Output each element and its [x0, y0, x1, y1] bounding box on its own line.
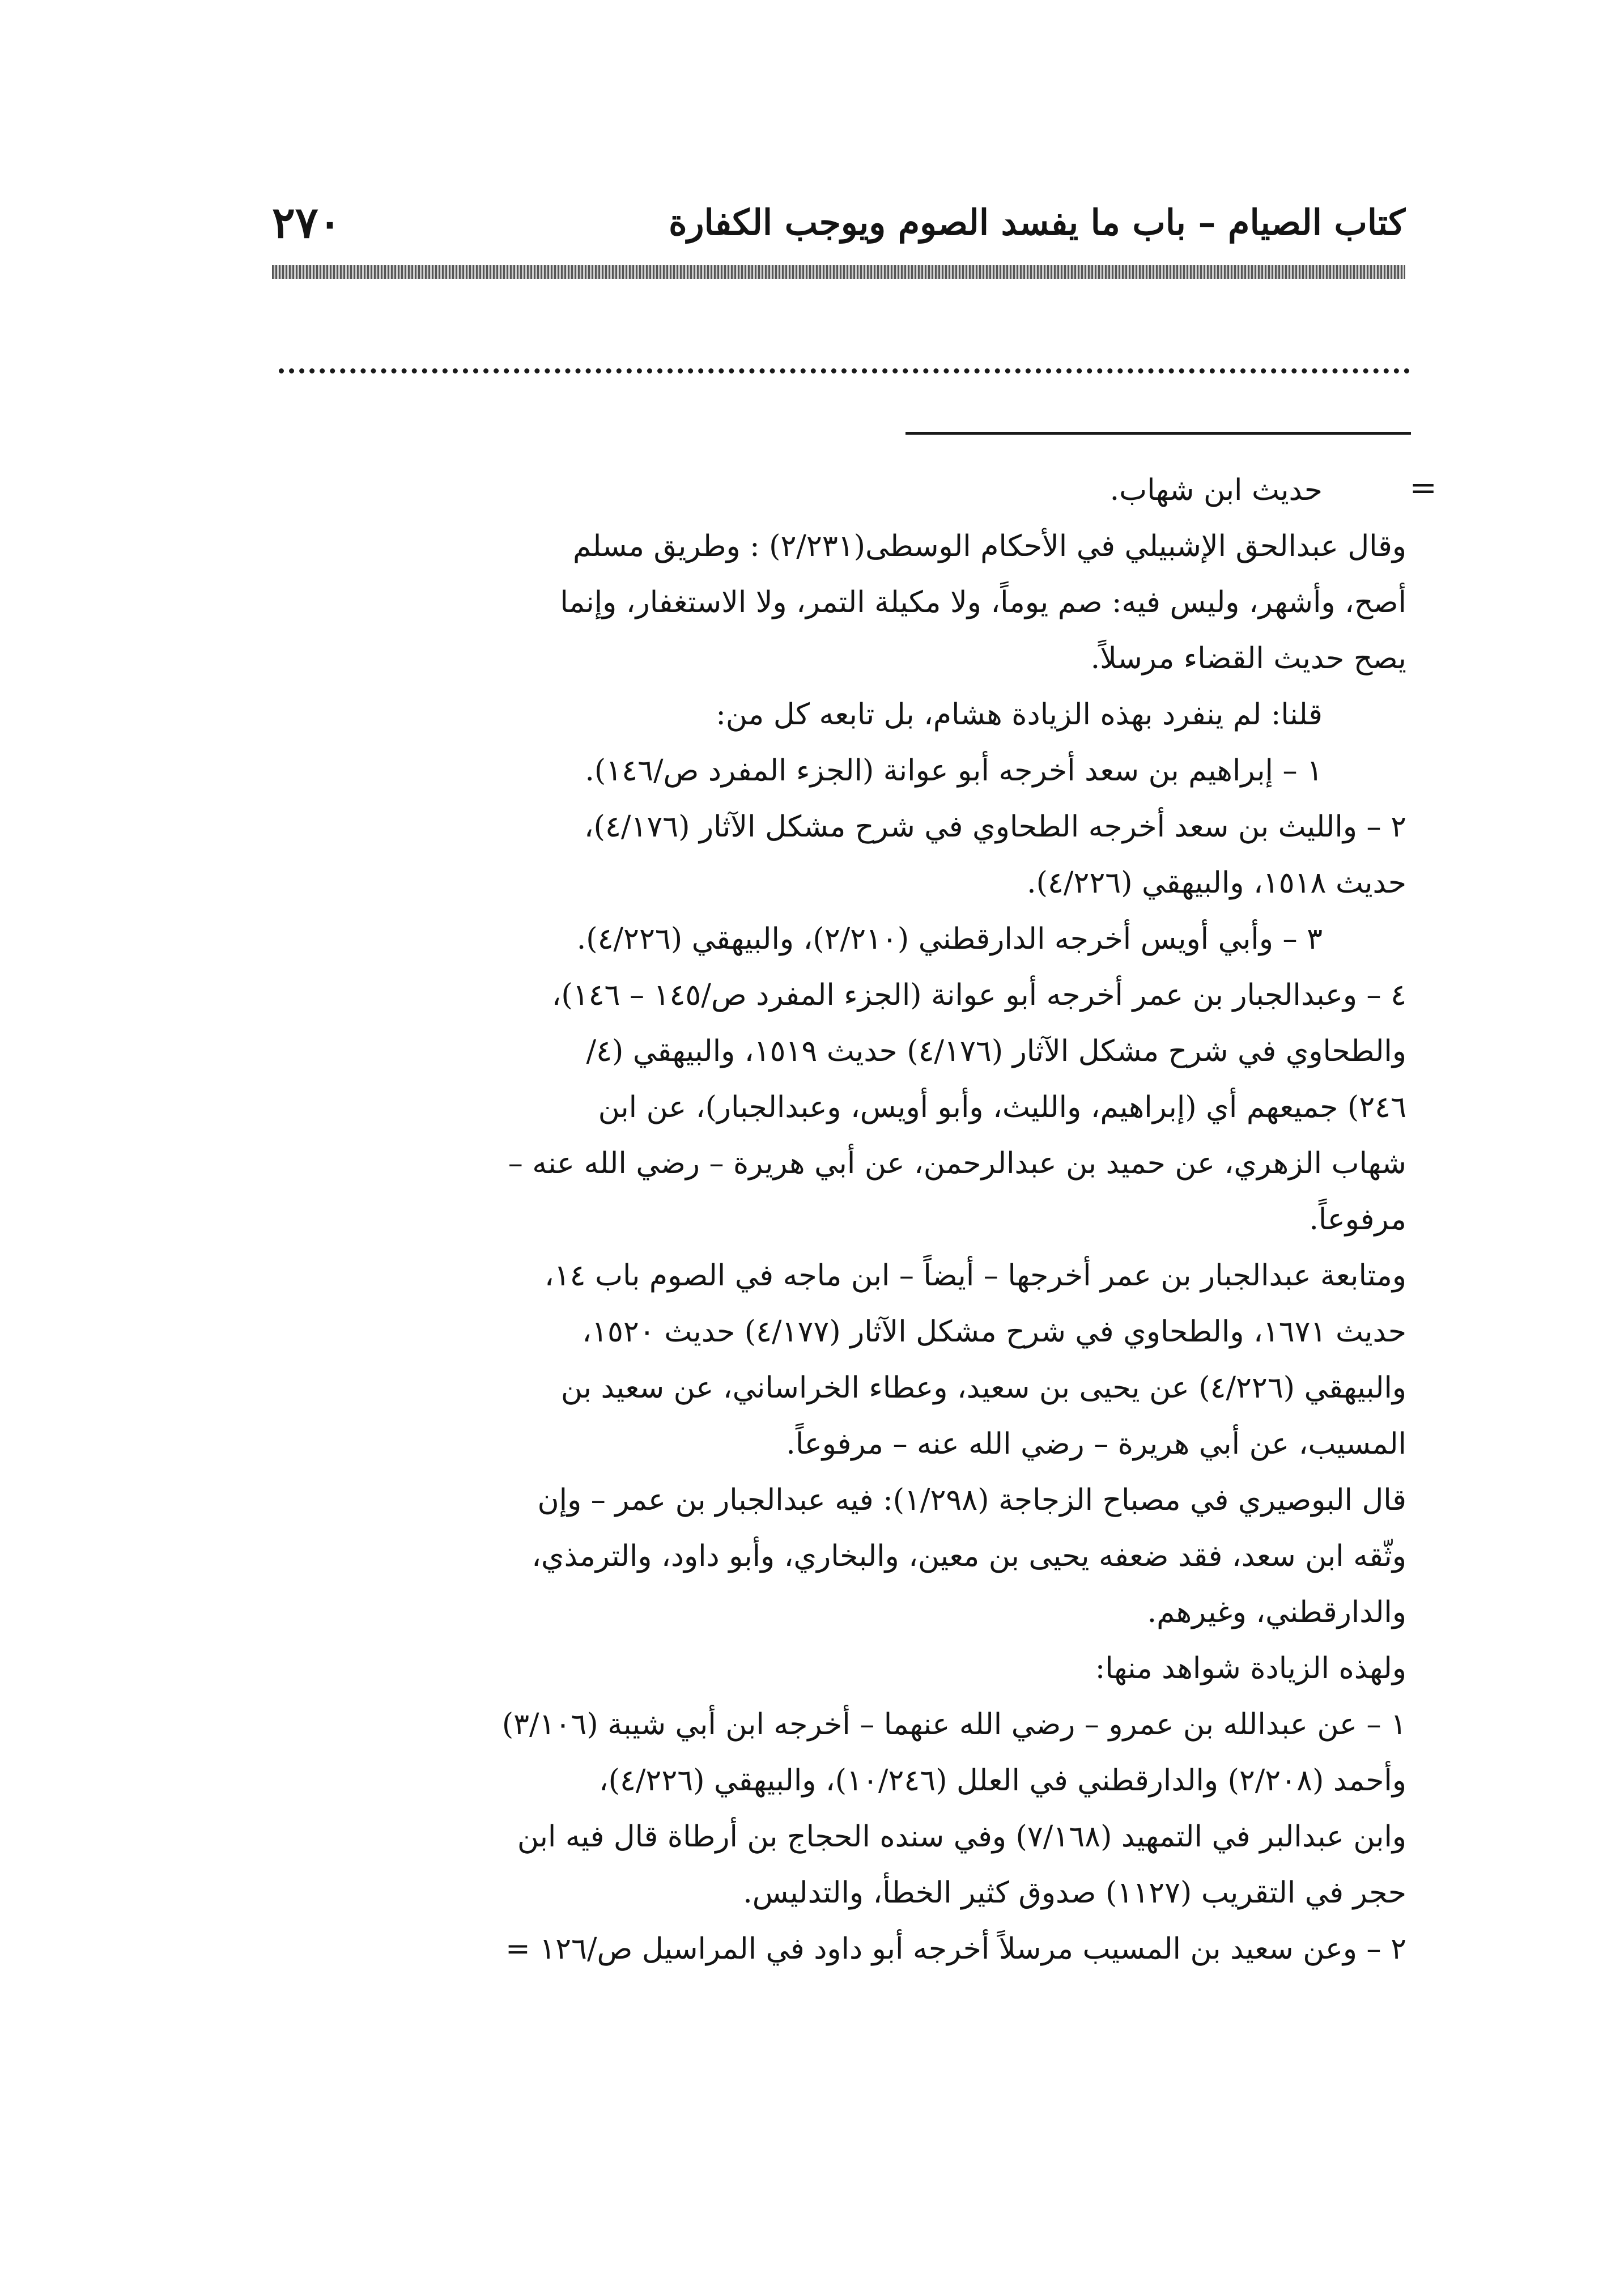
footnote-text	[273, 462, 1406, 1977]
text-line: ٣ – وأبي أويس أخرجه الدارقطني (٢/٢١٠)، والبيهقي (٤/٢٢٦).	[576, 922, 1323, 956]
text-line: وأحمد (٢/٢٠٨) والدارقطني في العلل (١٠/٢٤٦)، والبيهقي (٤/٢٢٦)،	[598, 1764, 1406, 1798]
text-line: مرفوعاً.	[1309, 1203, 1406, 1237]
text-line: أصح، وأشهر، وليس فيه: صم يوماً، ولا مكيلة التمر، ولا الاستغفار، وإنما	[560, 585, 1406, 619]
continuation-mark: =	[1409, 468, 1437, 507]
page-header	[272, 192, 1405, 254]
text-line: المسيب، عن أبي هريرة – رضي الله عنه – مرفوعاً.	[786, 1427, 1406, 1461]
text-line: ١ – عن عبدالله بن عمرو – رضي الله عنهما – أخرجه ابن أبي شيبة (٣/١٠٦)	[501, 1708, 1406, 1742]
text-line: قال البوصيري في مصباح الزجاجة (١/٢٩٨): فيه عبدالجبار بن عمر – وإن	[537, 1483, 1406, 1517]
dotted-separator	[279, 368, 1410, 373]
text-line: ولهذه الزيادة شواهد منها:	[1095, 1651, 1406, 1685]
header-rule	[272, 265, 1405, 279]
text-line: وقال عبدالحق الإشبيلي في الأحكام الوسطى(٢/٢٣١) : وطريق مسلم	[572, 529, 1406, 563]
text-line: شهاب الزهري، عن حميد بن عبدالرحمن، عن أبي هريرة – رضي الله عنه –	[508, 1146, 1406, 1181]
footnote-separator	[905, 432, 1411, 435]
text-line: والطحاوي في شرح مشكل الآثار (٤/١٧٦) حديث ١٥١٩، والبيهقي (٤/	[586, 1034, 1406, 1068]
text-line: حديث ١٦٧١، والطحاوي في شرح مشكل الآثار (٤/١٧٧) حديث ١٥٢٠،	[582, 1315, 1406, 1349]
text-line: يصح حديث القضاء مرسلاً.	[1090, 642, 1406, 676]
text-line: والبيهقي (٤/٢٢٦) عن يحيى بن سعيد، وعطاء الخراساني، عن سعيد بن	[560, 1371, 1406, 1405]
text-line: والدارقطني، وغيرهم.	[1147, 1595, 1406, 1629]
text-line: ومتابعة عبدالجبار بن عمر أخرجها – أيضاً – ابن ماجه في الصوم باب ١٤،	[544, 1259, 1406, 1293]
text-line: ١ – إبراهيم بن سعد أخرجه أبو عوانة (الجزء المفرد ص/١٤٦).	[585, 754, 1323, 788]
text-line: ٢ – وعن سعيد بن المسيب مرسلاً أخرجه أبو داود في المراسيل ص/١٢٦ =	[505, 1932, 1406, 1966]
text-line: ٢٤٦) جميعهم أي (إبراهيم، والليث، وأبو أويس، وعبدالجبار)، عن ابن	[598, 1090, 1406, 1124]
text-line: وابن عبدالبر في التمهيد (٧/١٦٨) وفي سنده الحجاج بن أرطاة قال فيه ابن	[517, 1820, 1406, 1854]
text-line: ٢ – والليث بن سعد أخرجه الطحاوي في شرح مشكل الآثار (٤/١٧٦)،	[584, 810, 1406, 844]
running-title: كتاب الصيام – باب ما يفسد الصوم ويوجب الكفارة	[669, 202, 1405, 243]
text-line: ٤ – وعبدالجبار بن عمر أخرجه أبو عوانة (الجزء المفرد ص/١٤٥ – ١٤٦)،	[551, 978, 1406, 1012]
text-line: قلنا: لم ينفرد بهذه الزيادة هشام، بل تابعه كل من:	[716, 698, 1323, 732]
text-line: حجر في التقريب (١١٢٧) صدوق كثير الخطأ، والتدليس.	[743, 1876, 1406, 1910]
page-number: ٢٧٠	[272, 197, 342, 248]
text-line: حديث ابن شهاب.	[1109, 473, 1323, 507]
text-line: حديث ١٥١٨، والبيهقي (٤/٢٢٦).	[1027, 866, 1406, 900]
text-line: وثّقه ابن سعد، فقد ضعفه يحيى بن معين، والبخاري، وأبو داود، والترمذي،	[532, 1539, 1406, 1573]
